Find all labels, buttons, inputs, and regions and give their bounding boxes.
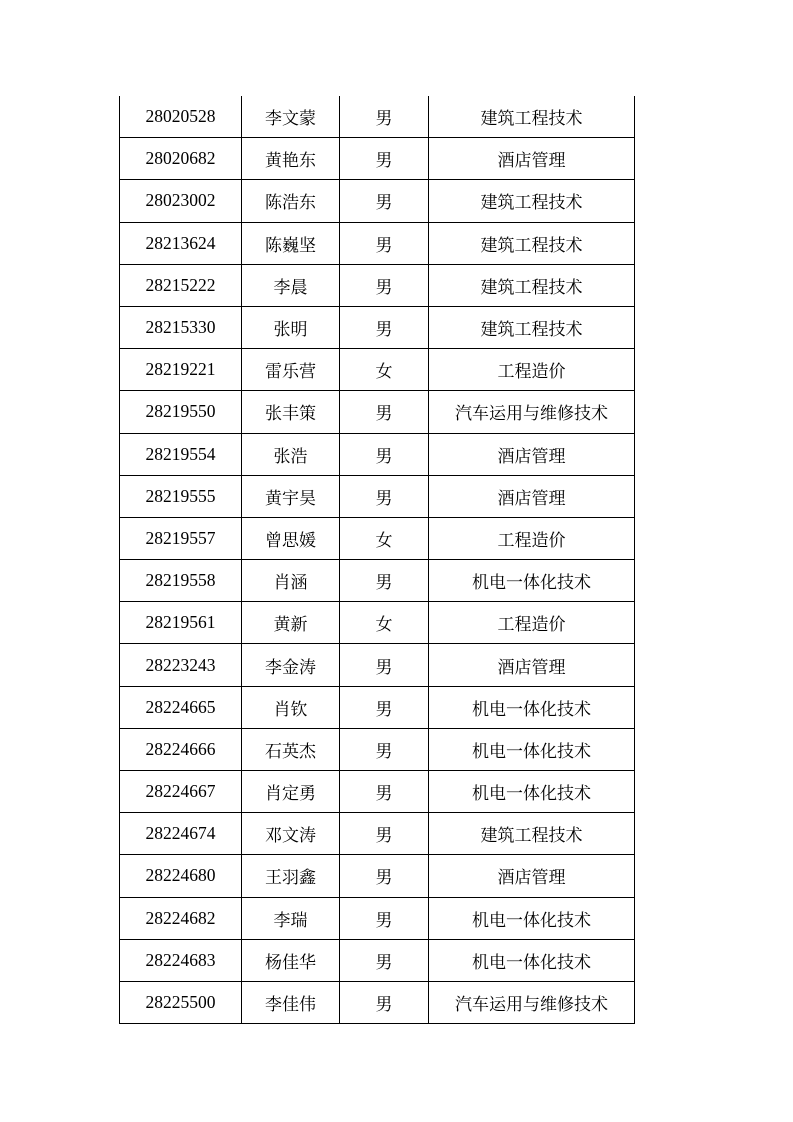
major-cell: 建筑工程技术 <box>429 222 635 264</box>
table-row <box>120 897 635 939</box>
name-cell: 雷乐营 <box>242 349 340 391</box>
table-row <box>120 222 635 264</box>
table-row <box>120 939 635 981</box>
major-cell: 机电一体化技术 <box>429 560 635 602</box>
name-cell: 李瑞 <box>242 897 340 939</box>
table-row <box>120 602 635 644</box>
student-id-cell: 28224683 <box>120 939 242 981</box>
major-cell: 酒店管理 <box>429 433 635 475</box>
student-id-cell: 28219554 <box>120 433 242 475</box>
major-cell: 机电一体化技术 <box>429 897 635 939</box>
name-cell: 肖涵 <box>242 560 340 602</box>
table-row <box>120 686 635 728</box>
student-id-cell: 28213624 <box>120 222 242 264</box>
name-cell: 张明 <box>242 306 340 348</box>
major-cell: 工程造价 <box>429 517 635 559</box>
name-cell: 李佳伟 <box>242 981 340 1023</box>
table-row <box>120 981 635 1023</box>
table-row <box>120 96 635 138</box>
gender-cell: 男 <box>340 222 429 264</box>
name-cell: 王羽鑫 <box>242 855 340 897</box>
major-cell: 酒店管理 <box>429 855 635 897</box>
gender-cell: 男 <box>340 897 429 939</box>
gender-cell: 男 <box>340 560 429 602</box>
table-row <box>120 855 635 897</box>
student-id-cell: 28225500 <box>120 981 242 1023</box>
name-cell: 邓文涛 <box>242 813 340 855</box>
gender-cell: 女 <box>340 517 429 559</box>
student-id-cell: 28223243 <box>120 644 242 686</box>
gender-cell: 男 <box>340 180 429 222</box>
major-cell: 酒店管理 <box>429 475 635 517</box>
table-row <box>120 264 635 306</box>
gender-cell: 男 <box>340 306 429 348</box>
table-row <box>120 475 635 517</box>
table-row <box>120 771 635 813</box>
major-cell: 建筑工程技术 <box>429 264 635 306</box>
gender-cell: 男 <box>340 686 429 728</box>
major-cell: 汽车运用与维修技术 <box>429 981 635 1023</box>
major-cell: 建筑工程技术 <box>429 306 635 348</box>
name-cell: 陈巍坚 <box>242 222 340 264</box>
table-row <box>120 728 635 770</box>
name-cell: 张丰策 <box>242 391 340 433</box>
gender-cell: 男 <box>340 475 429 517</box>
major-cell: 机电一体化技术 <box>429 728 635 770</box>
student-id-cell: 28215222 <box>120 264 242 306</box>
major-cell: 工程造价 <box>429 602 635 644</box>
name-cell: 黄新 <box>242 602 340 644</box>
name-cell: 石英杰 <box>242 728 340 770</box>
student-id-cell: 28224682 <box>120 897 242 939</box>
name-cell: 李文蒙 <box>242 96 340 138</box>
major-cell: 机电一体化技术 <box>429 939 635 981</box>
gender-cell: 男 <box>340 771 429 813</box>
student-id-cell: 28219221 <box>120 349 242 391</box>
student-id-cell: 28224666 <box>120 728 242 770</box>
student-id-cell: 28224665 <box>120 686 242 728</box>
table-row <box>120 180 635 222</box>
name-cell: 黄宇昊 <box>242 475 340 517</box>
student-id-cell: 28215330 <box>120 306 242 348</box>
student-id-cell: 28219550 <box>120 391 242 433</box>
name-cell: 曾思媛 <box>242 517 340 559</box>
gender-cell: 男 <box>340 728 429 770</box>
gender-cell: 男 <box>340 981 429 1023</box>
gender-cell: 男 <box>340 138 429 180</box>
gender-cell: 男 <box>340 644 429 686</box>
table-row <box>120 433 635 475</box>
major-cell: 工程造价 <box>429 349 635 391</box>
major-cell: 建筑工程技术 <box>429 96 635 138</box>
name-cell: 肖定勇 <box>242 771 340 813</box>
table-row <box>120 138 635 180</box>
student-table <box>119 96 635 1024</box>
major-cell: 建筑工程技术 <box>429 813 635 855</box>
student-id-cell: 28219555 <box>120 475 242 517</box>
name-cell: 张浩 <box>242 433 340 475</box>
student-id-cell: 28020682 <box>120 138 242 180</box>
table-row <box>120 517 635 559</box>
name-cell: 杨佳华 <box>242 939 340 981</box>
gender-cell: 男 <box>340 939 429 981</box>
major-cell: 酒店管理 <box>429 644 635 686</box>
table-row <box>120 306 635 348</box>
name-cell: 黄艳东 <box>242 138 340 180</box>
gender-cell: 男 <box>340 813 429 855</box>
gender-cell: 女 <box>340 349 429 391</box>
name-cell: 李金涛 <box>242 644 340 686</box>
major-cell: 机电一体化技术 <box>429 686 635 728</box>
student-table-body <box>120 96 635 1024</box>
table-row <box>120 391 635 433</box>
gender-cell: 男 <box>340 855 429 897</box>
name-cell: 陈浩东 <box>242 180 340 222</box>
student-id-cell: 28219557 <box>120 517 242 559</box>
table-row <box>120 813 635 855</box>
table-row <box>120 349 635 391</box>
major-cell: 机电一体化技术 <box>429 771 635 813</box>
major-cell: 酒店管理 <box>429 138 635 180</box>
gender-cell: 女 <box>340 602 429 644</box>
student-id-cell: 28219561 <box>120 602 242 644</box>
gender-cell: 男 <box>340 264 429 306</box>
gender-cell: 男 <box>340 96 429 138</box>
name-cell: 李晨 <box>242 264 340 306</box>
table-row <box>120 560 635 602</box>
student-id-cell: 28224680 <box>120 855 242 897</box>
student-id-cell: 28020528 <box>120 96 242 138</box>
gender-cell: 男 <box>340 391 429 433</box>
student-id-cell: 28023002 <box>120 180 242 222</box>
student-id-cell: 28224667 <box>120 771 242 813</box>
gender-cell: 男 <box>340 433 429 475</box>
major-cell: 建筑工程技术 <box>429 180 635 222</box>
name-cell: 肖钦 <box>242 686 340 728</box>
table-row <box>120 644 635 686</box>
student-id-cell: 28224674 <box>120 813 242 855</box>
student-id-cell: 28219558 <box>120 560 242 602</box>
major-cell: 汽车运用与维修技术 <box>429 391 635 433</box>
